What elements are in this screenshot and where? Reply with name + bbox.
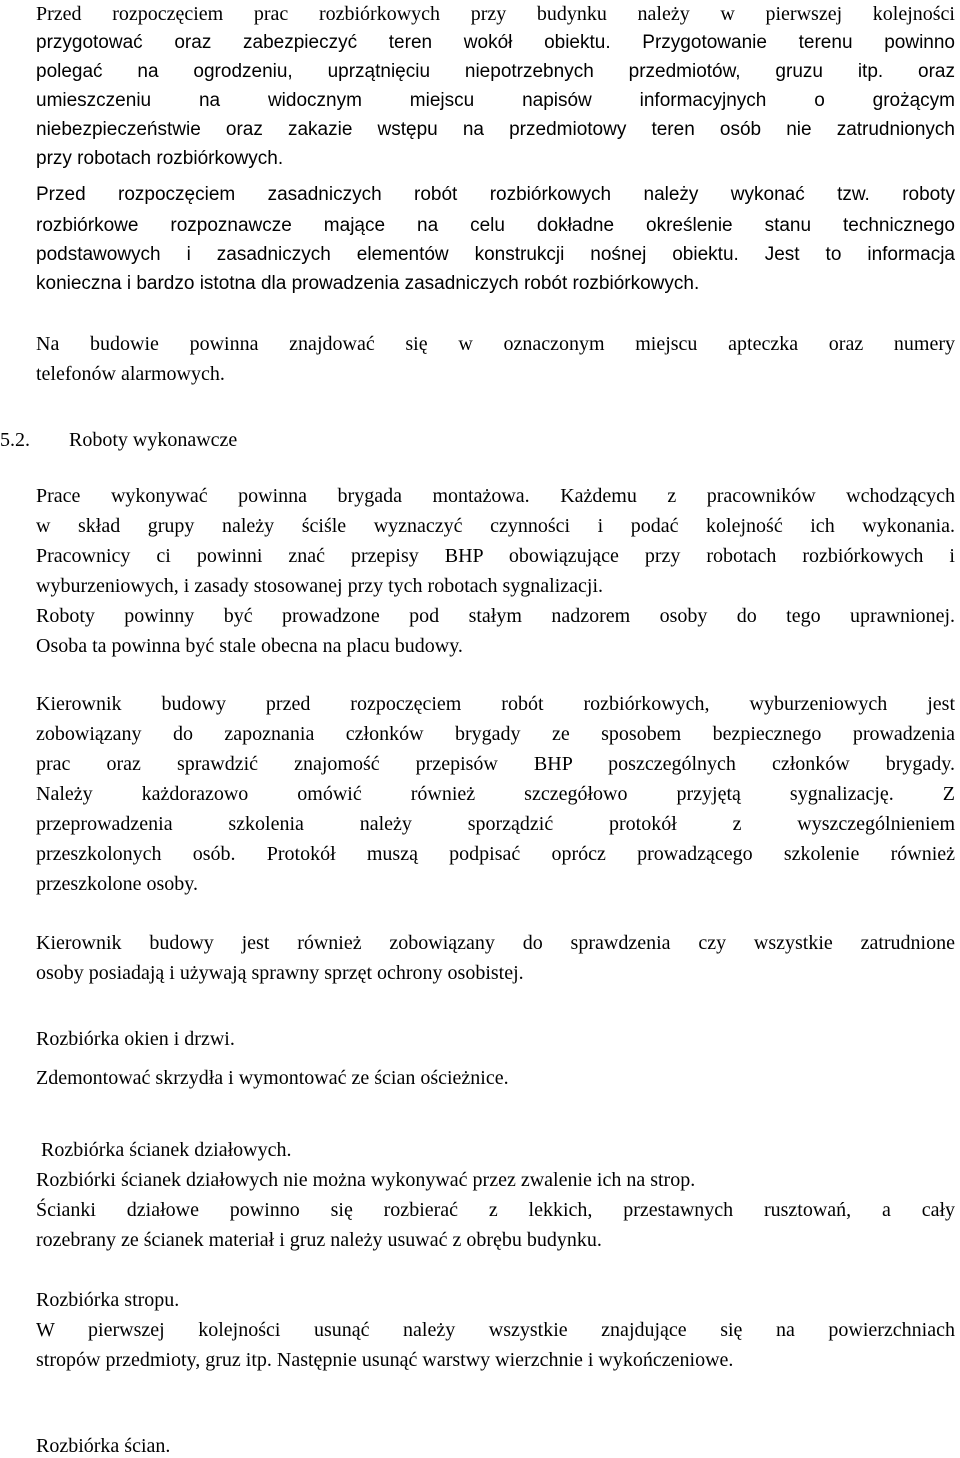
subheading: Rozbiórka stropu.	[36, 1289, 180, 1311]
text-line: wyburzeniowych, i zasady stosowanej przy tych robotach sygnalizacji.	[36, 575, 604, 597]
subheading: Rozbiórka ścianek działowych.	[36, 1139, 292, 1161]
text-line: Prace wykonywać powinna brygada montażowa. Każdemu z pracowników wchodzących	[36, 485, 955, 507]
text-line: stropów przedmioty, gruz itp. Następnie usunąć warstwy wierzchnie i wykończeniowe.	[36, 1349, 734, 1371]
text-line: podstawowych i zasadniczych elementów konstrukcji nośnej obiektu. Jest to informacja	[36, 244, 955, 265]
text-line: przy robotach rozbiórkowych.	[36, 148, 284, 169]
text-line: Kierownik budowy przed rozpoczęciem robót rozbiórkowych, wyburzeniowych jest	[36, 693, 955, 715]
text-line: niebezpieczeństwie oraz zakazie wstępu na przedmiotowy teren osób nie zatrudnionych	[36, 119, 955, 140]
text-line: Ścianki działowe powinno się rozbierać z lekkich, przestawnych rusztowań, a cały	[36, 1199, 955, 1221]
text-line: Rozbiórki ścianek działowych nie można wykonywać przez zwalenie ich na strop.	[36, 1169, 696, 1191]
text-line: w skład grupy należy ściśle wyznaczyć czynności i podać kolejność ich wykonania.	[36, 515, 955, 537]
text-line: Przed rozpoczęciem prac rozbiórkowych przy budynku należy w pierwszej kolejności	[36, 3, 955, 25]
subheading: Rozbiórka ścian.	[36, 1435, 171, 1457]
text-line: zobowiązany do zapoznania członków brygady ze sposobem bezpiecznego prowadzenia	[36, 723, 955, 745]
subheading: Rozbiórka okien i drzwi.	[36, 1028, 235, 1050]
text-line: rozebrany ze ścianek materiał i gruz należy usuwać z obrębu budynku.	[36, 1229, 602, 1251]
text-line: osoby posiadają i używają sprawny sprzęt ochrony osobistej.	[36, 962, 524, 984]
section-heading	[0, 428, 919, 452]
text-line: Przed rozpoczęciem zasadniczych robót rozbiórkowych należy wykonać tzw. roboty	[36, 184, 955, 205]
text-line: telefonów alarmowych.	[36, 363, 225, 385]
text-line: Kierownik budowy jest również zobowiązany do sprawdzenia czy wszystkie zatrudnione	[36, 932, 955, 954]
section-number: 5.2.	[0, 429, 30, 451]
text-line: Roboty powinny być prowadzone pod stałym nadzorem osoby do tego uprawnionej.	[36, 605, 955, 627]
text-line: przeszkolonych osób. Protokół muszą podpisać oprócz prowadzącego szkolenie również	[36, 843, 955, 865]
text-line: Należy każdorazowo omówić również szczegółowo przyjętą sygnalizację. Z	[36, 783, 955, 805]
text-line: Zdemontować skrzydła i wymontować ze ścian ościeżnice.	[36, 1067, 509, 1089]
text-line: przeprowadzenia szkolenia należy sporządzić protokół z wyszczególnieniem	[36, 813, 955, 835]
text-line: W pierwszej kolejności usunąć należy wszystkie znajdujące się na powierzchniach	[36, 1319, 955, 1341]
text-line: przygotować oraz zabezpieczyć teren wokół obiektu. Przygotowanie terenu powinno	[36, 32, 955, 53]
text-line: polegać na ogrodzeniu, uprzątnięciu niepotrzebnych przedmiotów, gruzu itp. oraz	[36, 61, 955, 82]
section-title: Roboty wykonawcze	[69, 429, 238, 451]
text-line: Pracownicy ci powinni znać przepisy BHP obowiązujące przy robotach rozbiórkowych i	[36, 545, 955, 567]
text-line: przeszkolone osoby.	[36, 873, 198, 895]
text-line: prac oraz sprawdzić znajomość przepisów BHP poszczególnych członków brygady.	[36, 753, 955, 775]
text-line: konieczna i bardzo istotna dla prowadzenia zasadniczych robót rozbiórkowych.	[36, 273, 700, 294]
text-line: Na budowie powinna znajdować się w oznaczonym miejscu apteczka oraz numery	[36, 333, 955, 355]
text-line: Osoba ta powinna być stale obecna na placu budowy.	[36, 635, 463, 657]
text-line: umieszczeniu na widocznym miejscu napisów informacyjnych o grożącym	[36, 90, 955, 111]
text-line: rozbiórkowe rozpoznawcze mające na celu dokładne określenie stanu technicznego	[36, 215, 955, 236]
